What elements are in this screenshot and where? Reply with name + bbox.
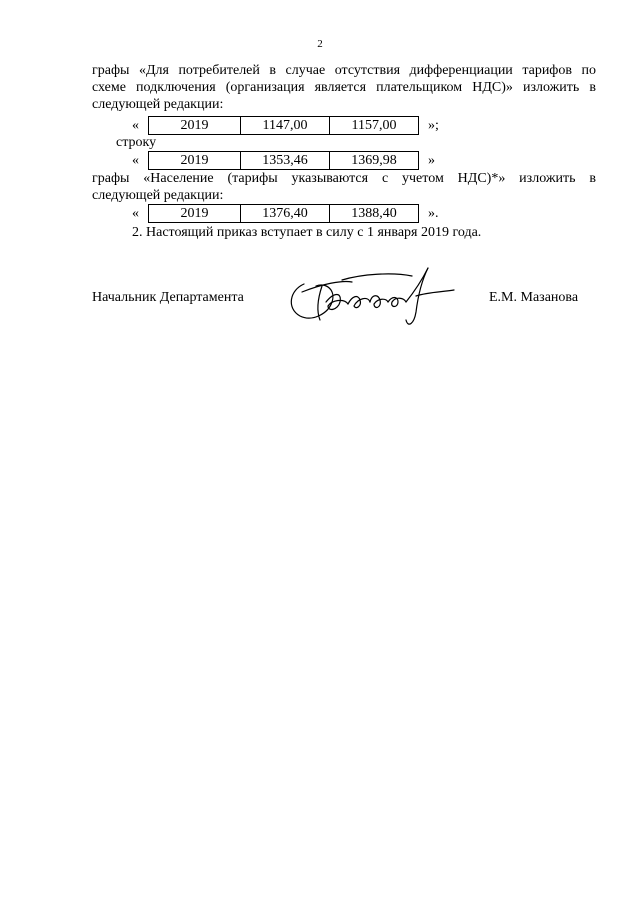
quote-open: « bbox=[132, 153, 139, 168]
paragraph-line: схеме подключения (организация является плательщиком НДС)» изложить в bbox=[92, 80, 596, 95]
paragraph-line: следующей редакции: bbox=[92, 97, 224, 112]
paragraph-line: следующей редакции: bbox=[92, 188, 224, 203]
quote-open: « bbox=[132, 206, 139, 221]
tariff-cells bbox=[148, 116, 419, 135]
year-cell: 2019 bbox=[149, 117, 241, 134]
page-number: 2 bbox=[317, 38, 323, 50]
value-cell: 1376,40 bbox=[241, 205, 330, 222]
signature-name: Е.М. Мазанова bbox=[489, 290, 579, 305]
quote-close: »; bbox=[428, 118, 439, 133]
signature-title: Начальник Департамента bbox=[92, 290, 244, 305]
stroku-label: строку bbox=[116, 135, 157, 150]
value-cell: 1353,46 bbox=[241, 152, 330, 169]
value-cell: 1157,00 bbox=[351, 118, 397, 133]
paragraph-graphs-population bbox=[92, 170, 596, 204]
tariff-cells bbox=[148, 204, 419, 223]
quote-close: » bbox=[428, 153, 435, 168]
item-2-effective-date: 2. Настоящий приказ вступает в силу с 1 января 2019 года. bbox=[132, 225, 482, 240]
tariff-cells bbox=[148, 151, 419, 170]
quote-close: ». bbox=[428, 206, 439, 221]
year-cell: 2019 bbox=[149, 152, 241, 169]
paragraph-graphs-consumers bbox=[92, 62, 596, 113]
handwritten-signature bbox=[282, 262, 462, 332]
value-cell: 1388,40 bbox=[351, 206, 397, 221]
quote-open: « bbox=[132, 118, 139, 133]
paragraph-line: графы «Население (тарифы указываются с учетом НДС)*» изложить в bbox=[92, 171, 596, 186]
paragraph-line: графы «Для потребителей в случае отсутствия дифференциации тарифов по bbox=[92, 63, 596, 78]
value-cell: 1369,98 bbox=[351, 153, 397, 168]
value-cell: 1147,00 bbox=[241, 117, 330, 134]
year-cell: 2019 bbox=[149, 205, 241, 222]
